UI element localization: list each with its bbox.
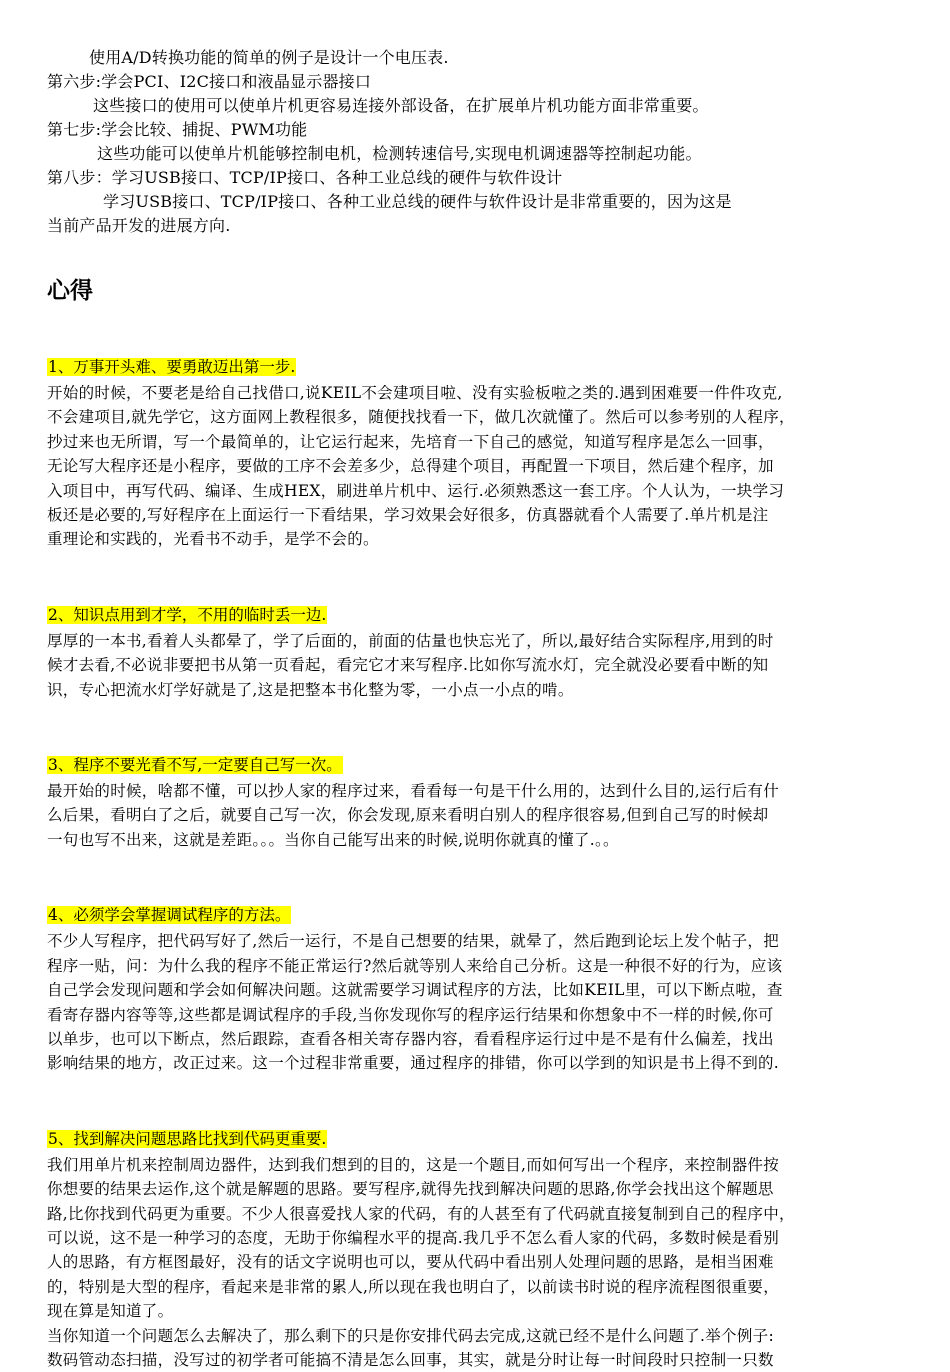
body-line: 程序一贴，问：为什么我的程序不能正常运行?然后就等别人来给自己分析。这是一种很不好的行为，应该 — [47, 956, 783, 975]
body-line: 我们用单片机来控制周边器件，达到我们想到的目的，这是一个题目,而如何写出一个程序，来控制器件按 — [47, 1155, 780, 1174]
body-line: 入项目中，再写代码、编译、生成HEX，刷进单片机中、运行.必须熟悉这一套工序。个人认为，一块学习 — [47, 481, 785, 500]
body-line: 的，特别是大型的程序，看起来是非常的累人,所以现在我也明白了，以前读书时说的程序流程图很重要， — [47, 1277, 780, 1296]
tip-heading-highlight: 1、万事开头难、要勇敢迈出第一步. — [48, 358, 296, 376]
body-line: 人的思路，有方框图最好，没有的话文字说明也可以，要从代码中看出别人处理问题的思路，是相当困难 — [47, 1253, 774, 1272]
body-line: 现在算是知道了。 — [47, 1302, 174, 1321]
tip-heading — [47, 904, 907, 927]
tip-heading-highlight: 3、程序不要光看不写,一定要自己写一次。 — [48, 756, 342, 775]
body-line: 路,比你找到代码更为重要。不少人很喜爱找人家的代码，有的人甚至有了代码就直接复制到自己的程序中， — [47, 1204, 795, 1223]
tip-heading — [47, 1128, 907, 1151]
body-line: 当你知道一个问题怎么去解决了，那么剩下的只是你安排代码去完成,这就已经不是什么问题了.举个例子: — [47, 1326, 774, 1345]
body-line: 不少人写程序，把代码写好了,然后一运行，不是自己想要的结果，就晕了，然后跑到论坛上发个帖子，把 — [47, 932, 780, 951]
body-line: 开始的时候，不要老是给自己找借口,说KEIL不会建项目啦、没有实验板啦之类的.遇到困难要一件件攻克, — [47, 384, 783, 402]
intro-line: 这些功能可以使单片机能够控制电机，检测转速信号,实现电机调速器等控制起功能。 — [97, 144, 702, 163]
intro-line: 这些接口的使用可以使单片机更容易连接外部设备，在扩展单片机功能方面非常重要。 — [93, 96, 709, 115]
body-line: 最开始的时候，啥都不懂，可以抄人家的程序过来，看看每一句是干什么用的，达到什么目的,运行后有什 — [47, 782, 780, 801]
intro-block — [47, 46, 907, 238]
document-page — [47, 46, 907, 1372]
body-line: 可以说，这不是一种学习的态度，无助于你编程水平的提高.我几乎不怎么看人家的代码，多数时候是看别 — [47, 1228, 780, 1247]
tip-body — [47, 779, 907, 852]
tip-heading-highlight: 2、知识点用到才学，不用的临时丢一边. — [48, 605, 327, 624]
step-seven-heading: 第七步:学会比较、捕捉、PWM功能 — [47, 120, 308, 139]
tip-heading-highlight: 4、必须学会掌握调试程序的方法。 — [48, 906, 291, 925]
body-line: 重理论和实践的，光看书不动手，是学不会的。 — [47, 530, 379, 549]
body-line: 数码管动态扫描，没写过的初学者可能搞不清是怎么回事，其实，就是分时让每一时间段时只控制一只数 — [47, 1350, 774, 1369]
body-line: 不会建项目,就先学它，这方面网上教程很多，随便找找看一下，做几次就懂了。然后可以参考别的人程序， — [47, 408, 795, 427]
body-line: 么后果，看明白了之后，就要自己写一次，你会发现,原来看明白别人的程序很容易,但到自己写的时候却 — [47, 806, 769, 825]
body-line: 识，专心把流水灯学好就是了,这是把整本书化整为零，一小点一小点的啃。 — [47, 680, 574, 699]
tip-body — [47, 929, 907, 1075]
body-line: 影响结果的地方，改正过来。这一个过程非常重要，通过程序的排错，你可以学到的知识是书上得不到的. — [47, 1054, 780, 1073]
tip-body — [47, 1153, 907, 1372]
tip-body — [47, 381, 907, 552]
step-six-heading: 第六步:学会PCI、I2C接口和液晶显示器接口 — [47, 72, 372, 91]
body-line: 候才去看,不必说非要把书从第一页看起，看完它才来写程序.比如你写流水灯，完全就没必要看中断的知 — [47, 656, 769, 675]
intro-line: 当前产品开发的进展方向. — [47, 216, 231, 235]
body-line: 无论写大程序还是小程序，要做的工序不会差多少，总得建个项目，再配置一下项目，然后建个程序，加 — [47, 457, 774, 476]
body-line: 自己学会发现问题和学会如何解决问题。这就需要学习调试程序的方法，比如KEIL里，可以下断点啦，查 — [47, 981, 783, 1000]
section-title: 心得 — [47, 278, 93, 304]
body-line: 板还是必要的,写好程序在上面运行一下看结果，学习效果会好很多，仿真器就看个人需要了.单片机是注 — [47, 506, 769, 525]
intro-line: 学习USB接口、TCP/IP接口、各种工业总线的硬件与软件设计是非常重要的，因为这是 — [103, 192, 732, 211]
body-line: 你想要的结果去运作,这个就是解题的思路。要写程序,就得先找到解决问题的思路,你学会找出这个解题思 — [47, 1180, 774, 1199]
tip-body — [47, 629, 907, 702]
intro-line: 使用A/D转换功能的简单的例子是设计一个电压表. — [89, 48, 449, 67]
tip-heading — [47, 604, 907, 627]
body-line: 厚厚的一本书,看着人头都晕了，学了后面的，前面的估量也快忘光了，所以,最好结合实际程序,用到的时 — [47, 631, 774, 650]
body-line: 一句也写不出来，这就是差距。。。当你自己能写出来的时候,说明你就真的懂了.。。 — [47, 830, 619, 849]
tip-heading-highlight: 5、找到解决问题思路比找到代码更重要. — [48, 1129, 327, 1148]
tip-heading — [47, 754, 907, 777]
body-line: 抄过来也无所谓，写一个最简单的，让它运行起来，先培育一下自己的感觉，知道写程序是怎么一回事， — [47, 432, 774, 451]
step-eight-heading: 第八步：学习USB接口、TCP/IP接口、各种工业总线的硬件与软件设计 — [47, 168, 563, 187]
tip-heading — [47, 356, 907, 379]
body-line: 看寄存器内容等等,这些都是调试程序的手段,当你发现你写的程序运行结果和你想象中不一样的时候,你可 — [47, 1005, 774, 1024]
body-line: 以单步，也可以下断点，然后跟踪，查看各相关寄存器内容，看看程序运行过中是不是有什么偏差，找出 — [47, 1029, 774, 1048]
